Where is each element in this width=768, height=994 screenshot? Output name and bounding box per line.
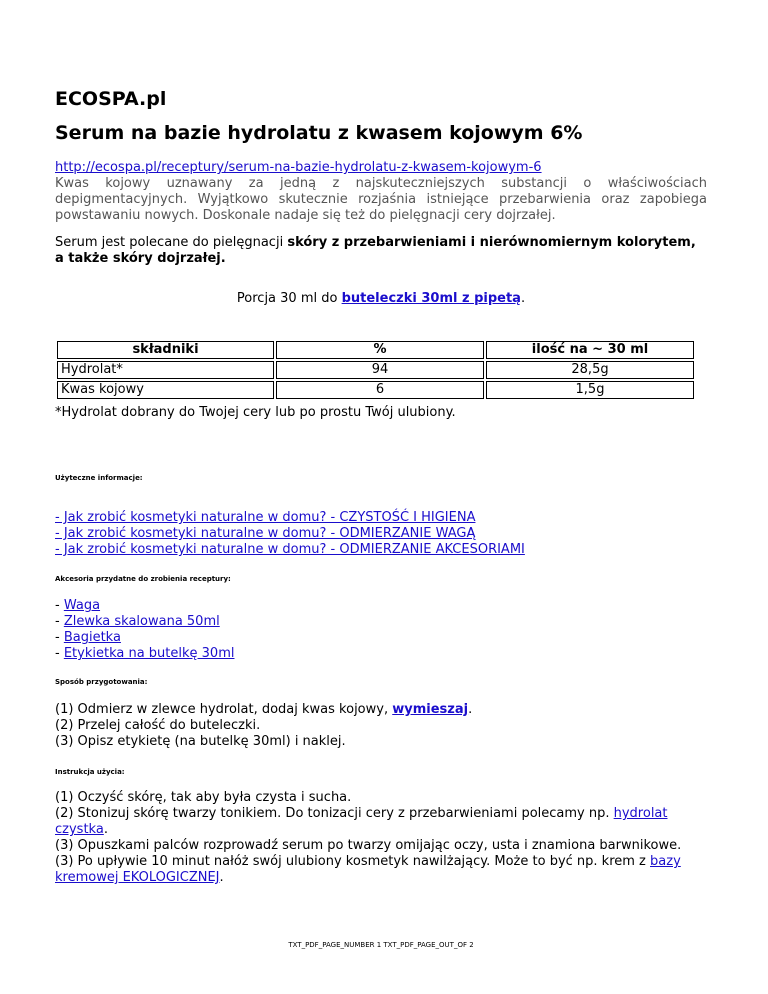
site-title: ECOSPA.pl xyxy=(55,88,167,110)
prep-step-1: (1) Odmierz w zlewce hydrolat, dodaj kwas kojowy, xyxy=(55,702,393,717)
ingredient-percent: 94 xyxy=(276,361,484,379)
ingredients-table xyxy=(55,339,696,401)
page-footer: TXT_PDF_PAGE_NUMBER 1 TXT_PDF_PAGE_OUT_OF 2 xyxy=(288,941,474,949)
footnote: *Hydrolat dobrany do Twojej cery lub po prostu Twój ulubiony. xyxy=(55,405,456,420)
accessories-heading: Akcesoria przydatne do zrobienia receptury: xyxy=(55,575,231,583)
ingredient-name: Kwas kojowy xyxy=(57,381,274,399)
list-dash: - xyxy=(55,598,64,613)
list-dash: - xyxy=(55,630,64,645)
prep-step-2: (2) Przelej całość do buteleczki. xyxy=(55,718,261,733)
accessory-link-stirring-rod[interactable]: Bagietka xyxy=(63,630,121,645)
prep-step-3: (3) Opisz etykietę (na butelkę 30ml) i naklej. xyxy=(55,734,346,749)
usage-step-4: (3) Po upływie 10 minut nałóż swój ulubiony kosmetyk nawilżający. Może to być np. krem z xyxy=(55,854,651,869)
source-url-link[interactable]: http://ecospa.pl/receptury/serum-na-bazie-hydrolatu-z-kwasem-kojowym-6 xyxy=(55,160,542,175)
header-ingredients: składniki xyxy=(57,341,274,359)
list-dash: - xyxy=(55,614,64,629)
header-percent: % xyxy=(276,341,484,359)
ingredient-name: Hydrolat* xyxy=(57,361,274,379)
usage-steps xyxy=(55,790,707,886)
bottle-link[interactable]: buteleczki 30ml z pipetą xyxy=(341,291,521,306)
page-title: Serum na bazie hydrolatu z kwasem kojowym 6% xyxy=(55,122,583,144)
header-amount: ilość na ~ 30 ml xyxy=(486,341,694,359)
recommendation-prefix: Serum jest polecane do pielęgnacji xyxy=(55,235,284,250)
list-dash: - xyxy=(55,646,64,661)
preparation-steps xyxy=(55,702,707,750)
usage-step-2: (2) Stonizuj skórę twarzy tonikiem. Do tonizacji cery z przebarwieniami polecamy np. xyxy=(55,806,614,821)
useful-link-accessories[interactable]: - Jak zrobić kosmetyki naturalne w domu? - ODMIERZANIE AKCESORIAMI xyxy=(55,542,525,557)
ingredient-amount: 1,5g xyxy=(486,381,694,399)
usage-step-1: (1) Oczyść skórę, tak aby była czysta i sucha. xyxy=(55,790,352,805)
portion-suffix: . xyxy=(520,291,526,306)
accessory-link-scale[interactable]: Waga xyxy=(63,598,101,613)
usage-step-2-suffix: . xyxy=(103,822,108,837)
accessory-link-label[interactable]: Etykietka na butelkę 30ml xyxy=(63,646,235,661)
intro-text: Kwas kojowy uznawany za jedną z najskuteczniejszych substancji o właściwościach depigmentacyjnych. Wyjątkowo skutecznie rozjaśnia istniejące przebarwienia oraz zapobiega powstawaniu nowych. Doskonale nadaje się też do pielęgnacji cery dojrzałej. xyxy=(55,176,707,223)
usage-heading: Instrukcja użycia: xyxy=(55,768,125,776)
table-row xyxy=(57,381,694,399)
accessories-list xyxy=(55,598,234,662)
useful-links-list xyxy=(55,510,525,558)
usage-step-4-suffix: . xyxy=(219,870,224,885)
recommendation-bold: skóry z przebarwieniami i nierównomiernym kolorytem, a także skóry dojrzałej. xyxy=(55,235,696,266)
prep-step-1-suffix: . xyxy=(468,702,473,717)
usage-step-3: (3) Opuszkami palców rozprowadź serum po twarzy omijając oczy, usta i znamiona barwnikowe. xyxy=(55,838,682,853)
mix-link[interactable]: wymieszaj xyxy=(392,702,469,717)
recommendation-paragraph xyxy=(55,235,707,267)
portion-line xyxy=(55,291,707,306)
preparation-heading: Sposób przygotowania: xyxy=(55,678,148,686)
accessory-link-beaker[interactable]: Zlewka skalowana 50ml xyxy=(63,614,220,629)
useful-info-heading: Użyteczne informacje: xyxy=(55,474,143,482)
useful-link-hygiene[interactable]: - Jak zrobić kosmetyki naturalne w domu? - CZYSTOŚĆ I HIGIENA xyxy=(55,510,476,525)
table-header-row xyxy=(57,341,694,359)
ingredient-percent: 6 xyxy=(276,381,484,399)
useful-link-weighing[interactable]: - Jak zrobić kosmetyki naturalne w domu? - ODMIERZANIE WAGĄ xyxy=(55,526,476,541)
table-row xyxy=(57,361,694,379)
portion-prefix: Porcja 30 ml do xyxy=(236,291,338,306)
ingredient-amount: 28,5g xyxy=(486,361,694,379)
cream-base-link[interactable]: bazy kremowej EKOLOGICZNEJ xyxy=(55,854,681,885)
hydrolat-link[interactable]: hydrolat czystka xyxy=(55,806,668,837)
